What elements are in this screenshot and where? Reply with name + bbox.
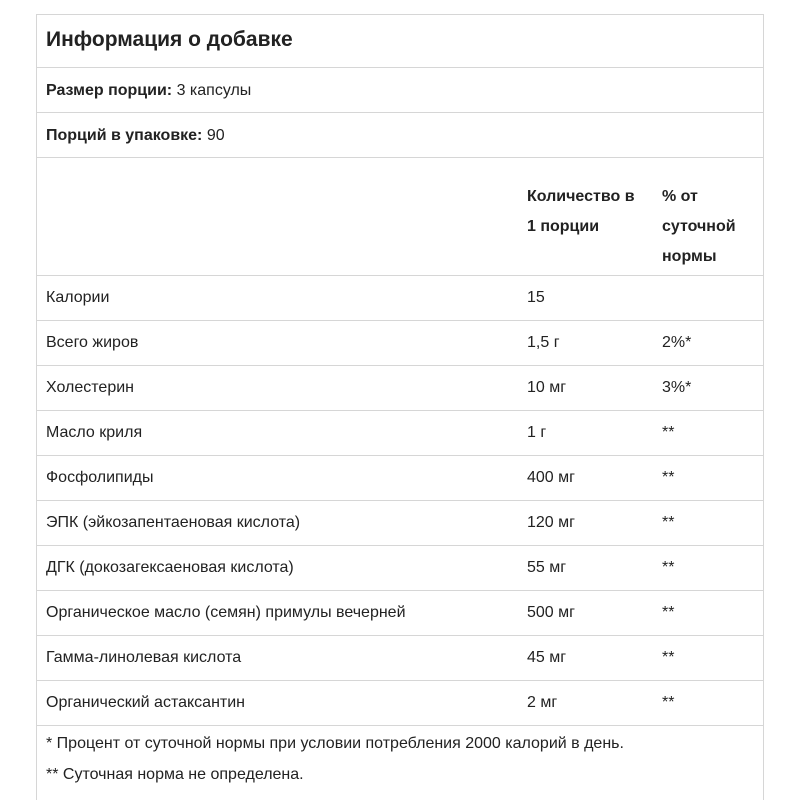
- nutrient-name: ЭПК (эйкозапентаеновая кислота): [46, 514, 301, 531]
- serving-size-label: Размер порции:: [46, 82, 173, 99]
- nutrient-row: [37, 366, 763, 411]
- panel-title: Информация о добавке: [46, 28, 293, 51]
- nutrient-amount: 15: [527, 289, 545, 306]
- nutrient-row: [37, 636, 763, 681]
- nutrient-row: [37, 276, 763, 321]
- footnote-2: ** Суточная норма не определена.: [46, 766, 304, 783]
- nutrient-name: Органический астаксантин: [46, 694, 246, 711]
- nutrient-amount: 45 мг: [527, 649, 567, 666]
- nutrient-amount: 10 мг: [527, 379, 567, 396]
- nutrient-amount: 1,5 г: [527, 334, 560, 351]
- nutrient-amount: 2 мг: [527, 694, 558, 711]
- nutrient-daily-value: **: [662, 424, 675, 441]
- nutrient-name: Органическое масло (семян) примулы вечерней: [46, 604, 406, 621]
- nutrient-row: [37, 411, 763, 456]
- nutrient-daily-value: **: [662, 694, 675, 711]
- serving-size-row: [37, 68, 763, 113]
- nutrient-name: ДГК (докозагексаеновая кислота): [46, 559, 294, 576]
- nutrient-row: [37, 456, 763, 501]
- nutrient-name: Калории: [46, 289, 110, 306]
- nutrient-daily-value: **: [662, 649, 675, 666]
- servings-per-container-label: Порций в упаковке:: [46, 127, 203, 144]
- nutrient-daily-value: **: [662, 469, 675, 486]
- nutrient-row: [37, 321, 763, 366]
- nutrient-row: [37, 681, 763, 726]
- nutrient-name: Всего жиров: [46, 334, 139, 351]
- nutrient-row: [37, 546, 763, 591]
- nutrient-name: Холестерин: [46, 379, 134, 396]
- column-header-daily-value: % от суточной нормы: [662, 188, 736, 265]
- nutrient-name: Масло криля: [46, 424, 143, 441]
- nutrient-amount: 500 мг: [527, 604, 575, 621]
- nutrient-daily-value: **: [662, 514, 675, 531]
- footnote-1: * Процент от суточной нормы при условии потребления 2000 калорий в день.: [46, 735, 624, 752]
- nutrient-amount: 1 г: [527, 424, 547, 441]
- nutrient-daily-value: **: [662, 559, 675, 576]
- column-header-amount: Количество в 1 порции: [527, 188, 635, 235]
- nutrient-row: [37, 591, 763, 636]
- supplement-facts-panel: [36, 14, 764, 800]
- nutrient-amount: 120 мг: [527, 514, 575, 531]
- title-row: [37, 15, 763, 68]
- nutrient-name: Фосфолипиды: [46, 469, 154, 486]
- nutrient-daily-value: **: [662, 604, 675, 621]
- nutrient-daily-value: 3%*: [662, 379, 692, 396]
- servings-per-container-row: [37, 113, 763, 158]
- nutrient-amount: 55 мг: [527, 559, 567, 576]
- nutrient-row: [37, 501, 763, 546]
- nutrient-daily-value: 2%*: [662, 334, 692, 351]
- footnotes: [37, 726, 763, 801]
- column-header-row: [37, 158, 763, 276]
- servings-per-container-value: 90: [206, 127, 225, 144]
- nutrient-amount: 400 мг: [527, 469, 575, 486]
- nutrient-name: Гамма-линолевая кислота: [46, 649, 242, 666]
- serving-size-value: 3 капсулы: [176, 82, 252, 99]
